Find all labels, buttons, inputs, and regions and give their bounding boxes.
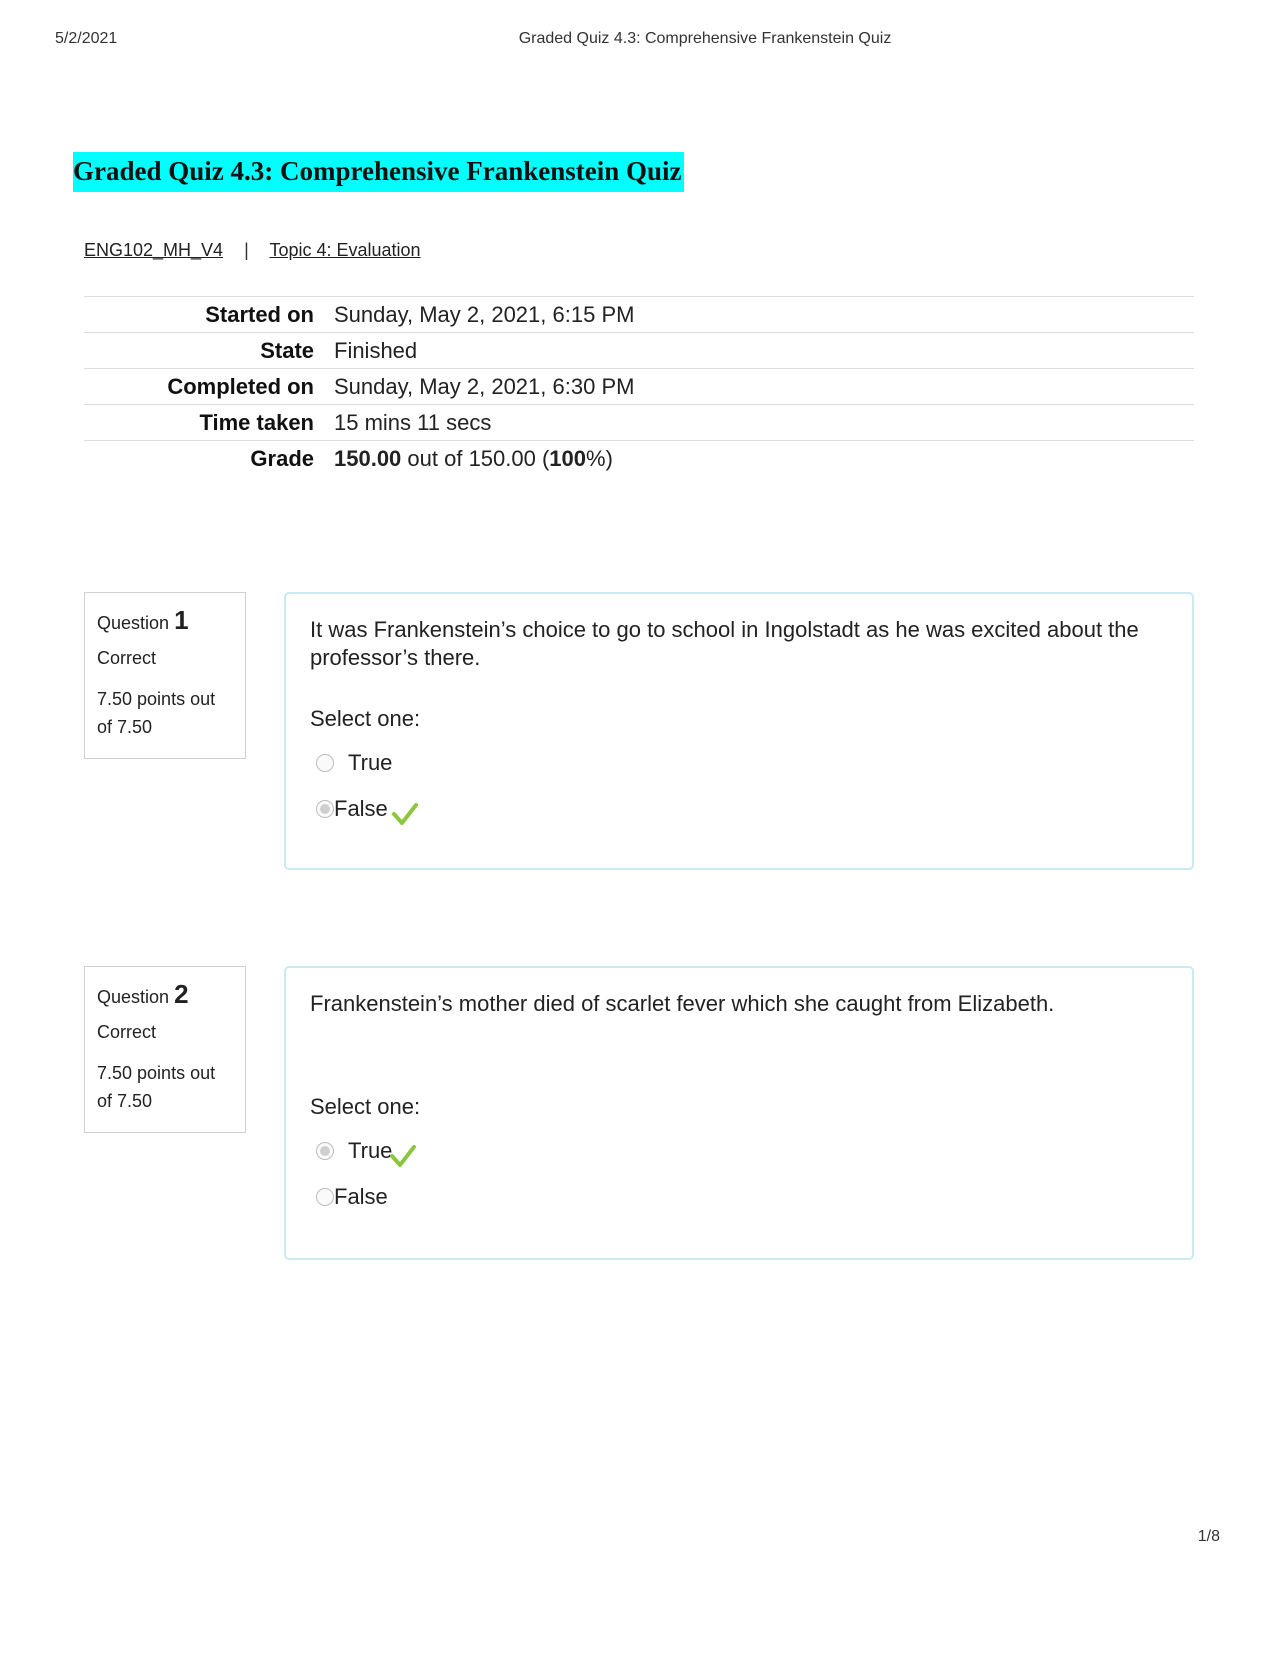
answer-option-true[interactable] [310,1128,1168,1174]
completed-label: Completed on [167,373,314,399]
question-text: Frankenstein’s mother died of scarlet fever which she caught from Elizabeth. [310,991,1055,1016]
answer-option-false[interactable] [310,1174,1168,1220]
answer-option-true[interactable] [310,740,1168,786]
print-title: Graded Quiz 4.3: Comprehensive Frankenstein Quiz [518,30,892,47]
time-label: Time taken [199,409,314,435]
state-label: State [260,337,314,363]
question-info [84,592,246,759]
grade-percent: 100 [549,445,587,471]
answer-options [310,1128,1168,1220]
question-content [284,592,1194,870]
page-number: 1/8 [1197,1528,1220,1545]
check-icon [390,1143,416,1169]
question-content [284,966,1194,1260]
summary-row-grade [84,441,1194,477]
started-label: Started on [205,301,314,327]
print-date: 5/2/2021 [55,30,118,47]
summary-row-completed [84,369,1194,405]
answer-label-true: True [348,1138,393,1163]
question-label: Question [97,987,170,1007]
grade-out-of: out of 150.00 ( [401,445,550,471]
summary-row-state [84,333,1194,369]
question-state: Correct [97,1022,157,1042]
grade-suffix: %) [586,445,613,471]
question-text: It was Frankenstein’s choice to go to school in Ingolstadt as he was excited about the professor’s there. [310,617,1139,670]
question-info [84,966,246,1133]
summary-row-started [84,297,1194,333]
question-state: Correct [97,648,157,668]
radio-button-false[interactable] [316,1188,334,1206]
started-value: Sunday, May 2, 2021, 6:15 PM [334,301,635,327]
breadcrumb-separator: | [244,240,249,260]
answer-options [310,740,1168,832]
grade-score: 150.00 [334,445,402,471]
question-number: 2 [174,979,189,1009]
select-prompt: Select one: [310,1094,421,1119]
answer-label-false: False [334,1184,388,1209]
question-number-line [97,979,233,1010]
state-value: Finished [334,337,418,363]
breadcrumb-course-link[interactable]: ENG102_MH_V4 [84,240,224,260]
completed-value: Sunday, May 2, 2021, 6:30 PM [334,373,635,399]
summary-row-time [84,405,1194,441]
page-title: Graded Quiz 4.3: Comprehensive Frankenstein Quiz [73,152,684,192]
answer-label-true: True [348,750,393,775]
answer-label-false: False [334,796,388,821]
question-number: 1 [174,605,189,635]
select-prompt: Select one: [310,706,421,731]
question-number-line [97,605,233,636]
radio-button-false[interactable] [316,800,334,818]
question-label: Question [97,613,170,633]
question-grade: 7.50 points out of 7.50 [97,1063,216,1111]
time-value: 15 mins 11 secs [334,409,492,435]
radio-button-true[interactable] [316,1142,334,1160]
radio-button-true[interactable] [316,754,334,772]
attempt-summary-table [84,296,1194,476]
breadcrumb [84,240,421,261]
grade-label: Grade [250,445,314,471]
breadcrumb-topic-link[interactable]: Topic 4: Evaluation [269,240,421,260]
answer-option-false[interactable] [310,786,1168,832]
check-icon [392,801,418,827]
grade-value [326,441,1194,477]
question-grade: 7.50 points out of 7.50 [97,689,216,737]
